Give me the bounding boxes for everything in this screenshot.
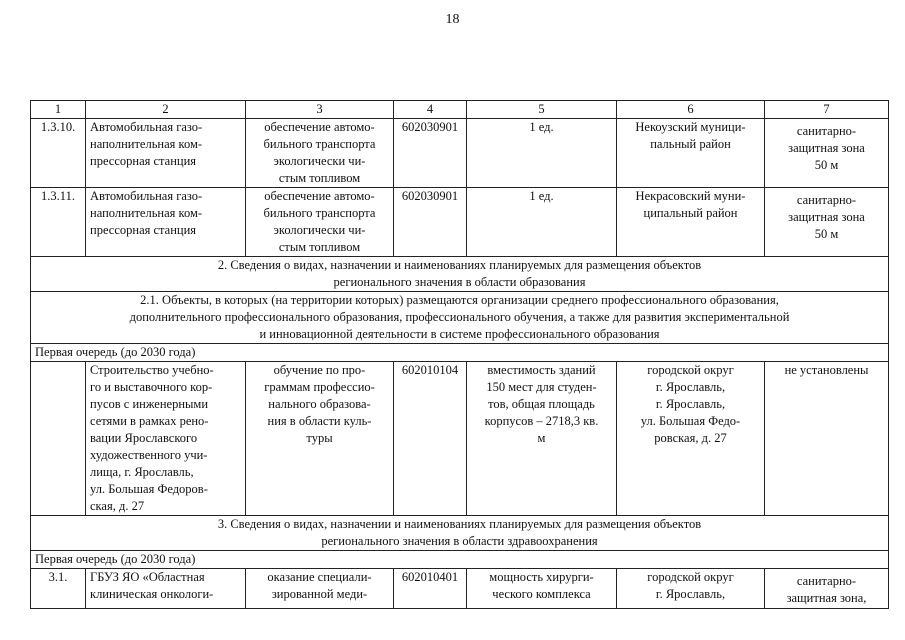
- stage-label: Первая очередь (до 2030 года): [31, 344, 889, 362]
- stage-label: Первая очередь (до 2030 года): [31, 551, 889, 569]
- table-row: [31, 569, 889, 609]
- object-zone: не установлены: [765, 362, 889, 516]
- subsection-title-row: [31, 292, 889, 344]
- column-header: 5: [467, 101, 617, 119]
- object-purpose: обеспечение автомо- бильного транспорта экологически чи- стым топливом: [246, 188, 394, 257]
- section-title-row: [31, 516, 889, 551]
- object-capacity: мощность хирурги- ческого комплекса: [467, 569, 617, 609]
- column-header: 7: [765, 101, 889, 119]
- object-code: 602030901: [394, 119, 467, 188]
- object-purpose: обучение по про- граммам профессио- нального образова- ния в области куль- туры: [246, 362, 394, 516]
- planning-table: [30, 100, 889, 609]
- object-zone: санитарно- защитная зона 50 м: [765, 119, 889, 188]
- object-purpose: оказание специали- зированной меди-: [246, 569, 394, 609]
- section-title-row: [31, 257, 889, 292]
- table-row: [31, 188, 889, 257]
- row-number: 1.3.10.: [31, 119, 86, 188]
- column-header: 4: [394, 101, 467, 119]
- column-header: 1: [31, 101, 86, 119]
- object-code: 602010104: [394, 362, 467, 516]
- object-code: 602010401: [394, 569, 467, 609]
- stage-row: [31, 551, 889, 569]
- object-capacity: 1 ед.: [467, 119, 617, 188]
- section-2-1-title: 2.1. Объекты, в которых (на территории которых) размещаются организации среднего профессионального образования, дополнительного профессионального образования, профессионального обучения, а также для развития экспериментальной и инновационной деятельности в системе профессионального образования: [31, 292, 889, 344]
- page-number: 18: [445, 12, 460, 27]
- object-name: Строительство учебно- го и выставочного кор- пусов с инженерными сетями в рамках рено- вации Ярославского художественного учи- лища, г. Ярославль, ул. Большая Федоров- ская, д. 27: [86, 362, 246, 516]
- section-2-title: 2. Сведения о видах, назначении и наименованиях планируемых для размещения объектов регионального значения в области образования: [31, 257, 889, 292]
- section-3-title: 3. Сведения о видах, назначении и наименованиях планируемых для размещения объектов регионального значения в области здравоохранения: [31, 516, 889, 551]
- object-zone: санитарно- защитная зона 50 м: [765, 188, 889, 257]
- column-header: 2: [86, 101, 246, 119]
- object-capacity: вместимость зданий 150 мест для студен- тов, общая площадь корпусов – 2718,3 кв. м: [467, 362, 617, 516]
- object-zone: санитарно- защитная зона,: [765, 569, 889, 609]
- row-number: 3.1.: [31, 569, 86, 609]
- column-header: 6: [617, 101, 765, 119]
- object-name: Автомобильная газо- наполнительная ком- прессорная станция: [86, 188, 246, 257]
- column-header: 3: [246, 101, 394, 119]
- table-row: [31, 362, 889, 516]
- object-location: Некоузский муници- пальный район: [617, 119, 765, 188]
- object-name: ГБУЗ ЯО «Областная клиническая онкологи-: [86, 569, 246, 609]
- object-name: Автомобильная газо- наполнительная ком- прессорная станция: [86, 119, 246, 188]
- row-number: 1.3.11.: [31, 188, 86, 257]
- table-row: [31, 119, 889, 188]
- object-location: городской округ г. Ярославль, г. Ярославль, ул. Большая Федо- ровская, д. 27: [617, 362, 765, 516]
- row-number: [31, 362, 86, 516]
- object-code: 602030901: [394, 188, 467, 257]
- object-location: городской округ г. Ярославль,: [617, 569, 765, 609]
- object-capacity: 1 ед.: [467, 188, 617, 257]
- header-row: [31, 101, 889, 119]
- stage-row: [31, 344, 889, 362]
- object-location: Некрасовский муни- ципальный район: [617, 188, 765, 257]
- object-purpose: обеспечение автомо- бильного транспорта экологически чи- стым топливом: [246, 119, 394, 188]
